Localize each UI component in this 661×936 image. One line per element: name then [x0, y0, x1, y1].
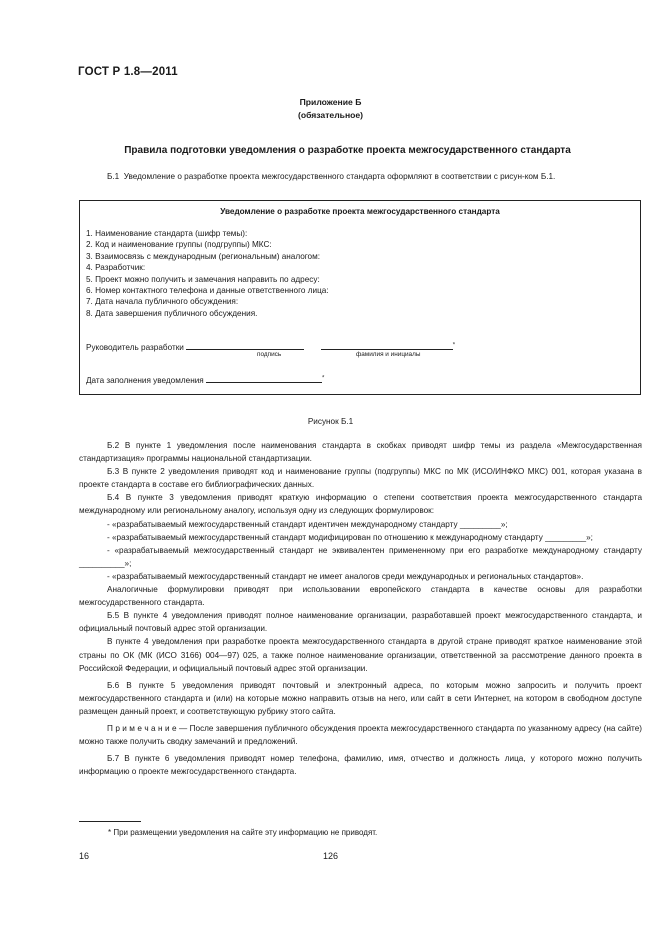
name-sublabel: фамилия и инициалы [356, 351, 421, 358]
footnote: * При размещении уведомления на сайте эту информацию не приводят. [108, 828, 378, 837]
intro-paragraph [79, 170, 642, 183]
date-footnote-mark: * [322, 375, 325, 382]
signature-sublabel: подпись [257, 351, 282, 358]
intro-label: Б.1 [107, 172, 120, 181]
footnote-divider [79, 821, 141, 822]
list-item: - «разрабатываемый межгосударственный стандарт не имеет аналогов среди международных и региональных стандартов». [107, 571, 584, 581]
date-label: Дата заполнения уведомления [86, 376, 204, 385]
name-line [321, 341, 456, 350]
list-item: - «разрабатываемый межгосударственный стандарт не эквивалентен примененному при его разработке международному стандарту __________»; [79, 545, 642, 568]
list-item: - «разрабатываемый межгосударственный стандарт идентичен международному стандарту _________»; [107, 519, 508, 529]
paragraph-b5: Б.5 В пункте 4 уведомления приводят полное наименование организации, разработавшей проект межгосударственного стандарта, и официальный почтовый адрес этой организации. [79, 611, 642, 634]
list-item: - «разрабатываемый межгосударственный стандарт модифицирован по отношению к международному стандарту _________»; [107, 532, 593, 542]
paragraph-b2: Б.2 В пункте 1 уведомления после наименования стандарта в скобках приводят шифр темы из раздела «Межгосударственная стандартизация» программы национальной стандартизации. [79, 441, 642, 464]
appendix-label: Приложение Б [299, 97, 362, 107]
figure-caption: Рисунок Б.1 [307, 417, 354, 426]
note-label: П р и м е ч а н и е — [107, 723, 188, 733]
body-text [79, 439, 642, 778]
date-line [206, 374, 325, 383]
date-row [86, 374, 324, 385]
form-title: Уведомление о разработке проекта межгосударственного стандарта [220, 207, 500, 216]
note-paragraph [79, 722, 642, 748]
intro-text: Уведомление о разработке проекта межгосударственного стандарта оформляют в соответствии с рисун-ком Б.1. [123, 172, 556, 181]
form-item: 8. Дата завершения публичного обсуждения. [86, 308, 258, 318]
paragraph-b7: Б.7 В пункте 6 уведомления приводят номер телефона, фамилию, имя, отчество и должность лица, у которого можно получить информацию о проекте межгосударственного стандарта. [79, 754, 642, 777]
form-item: 3. Взаимосвязь с международным (региональным) аналогом: [86, 251, 321, 261]
paragraph-b5-country: В пункте 4 уведомления при разработке проекта межгосударственного стандарта в другой стране приводят краткое наименование этой страны по ОК (МК (ИСО 3166) 004—97) 025, а также полное наименование организации, ответственной за рассмотрение данного проекта в Российской Федерации, и официальный почтовый адрес этой организации. [79, 637, 642, 673]
form-items-list [86, 228, 329, 319]
section-title: Правила подготовки уведомления о разработке проекта межгосударственного стандарта [124, 145, 571, 156]
notification-form [79, 200, 641, 395]
appendix-status: (обязательное) [297, 110, 364, 120]
signature-label: Руководитель разработки [86, 343, 184, 352]
paragraph-b4: Б.4 В пункте 3 уведомления приводят краткую информацию о степени соответствия проекта межгосударственного стандарта международному или региональному аналогу, используя одну из следующих формулировок: [79, 493, 642, 516]
document-header: ГОСТ Р 1.8—2011 [78, 66, 178, 78]
form-item: 1. Наименование стандарта (шифр темы): [86, 229, 248, 238]
paragraph-b3: Б.3 В пункте 2 уведомления приводят код и наименование группы (подгруппы) МКС по МК (ИСО/ИНФКО МКС) 001, которая указана в проекте стандарта в составе его библиографических данных. [79, 467, 642, 490]
form-item: 5. Проект можно получить и замечания направить по адресу: [86, 274, 320, 284]
sheet-number: 126 [322, 851, 339, 861]
note-text: После завершения публичного обсуждения проекта межгосударственного стандарта по указанному адресу (на сайте) можно также получить сводку замечаний и предложений. [79, 723, 642, 747]
form-item: 4. Разработчик: [86, 263, 146, 273]
paragraph-b6: Б.6 В пункте 5 уведомления приводят почтовый и электронный адреса, по которым можно запросить и получить проект межгосударственного стандарта и (или) на которые можно направить отзыв на него, или сайт в сети Интернет, на котором в свободном доступе размещен данный проект, и соответствующую рубрику этого сайта. [79, 680, 642, 716]
form-item: 6. Номер контактного телефона и данные ответственного лица: [86, 286, 329, 296]
page-number: 16 [79, 851, 90, 861]
form-item: 7. Дата начала публичного обсуждения: [86, 297, 239, 307]
form-item: 2. Код и наименование группы (подгруппы) МКС: [86, 240, 272, 250]
signature-line [186, 341, 304, 350]
signature-footnote-mark: * [452, 342, 456, 349]
paragraph-analog: Аналогичные формулировки приводят при использовании европейского стандарта в качестве основы для разработки межгосударственного стандарта. [79, 585, 642, 608]
